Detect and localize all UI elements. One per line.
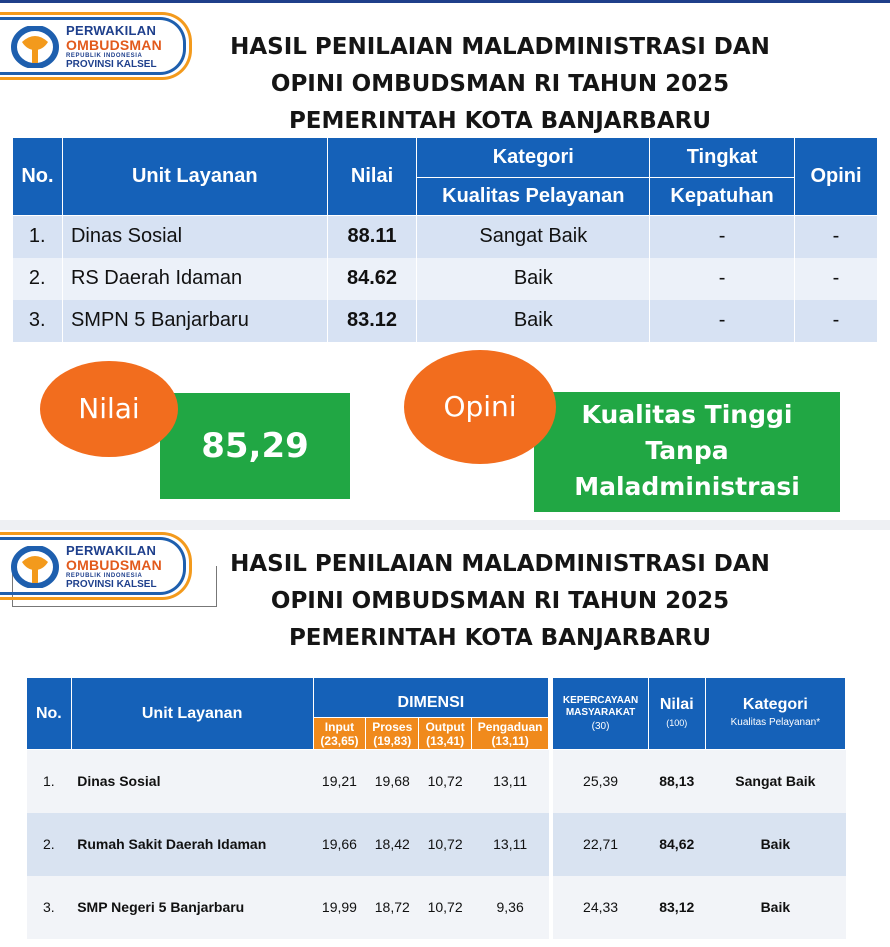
table-row	[27, 750, 846, 813]
cell-unit: Dinas Sosial	[62, 216, 327, 258]
cell-opini: -	[795, 258, 878, 300]
opini-line-2: Tanpa	[645, 436, 729, 465]
output-max: (13,41)	[426, 733, 465, 748]
cell-nilai: 83,12	[648, 876, 705, 939]
cell-no: 3.	[13, 300, 63, 342]
input-max: (23,65)	[320, 733, 359, 748]
cell-input: 19,66	[313, 813, 366, 876]
table-row	[13, 258, 878, 300]
cell-opini: -	[795, 216, 878, 258]
col-header-tingkat: Tingkat	[650, 138, 795, 178]
cell-unit: Rumah Sakit Daerah Idaman	[71, 813, 313, 876]
col-header-unit: Unit Layanan	[62, 138, 327, 216]
title-line-1: HASIL PENILAIAN MALADMINISTRASI DAN	[230, 551, 770, 577]
kategori-label-2: Kategori	[742, 695, 808, 713]
kepercayaan-line-1: KEPERCAYAAN	[562, 694, 639, 706]
output-label: Output	[425, 719, 465, 734]
cell-unit: SMPN 5 Banjarbaru	[62, 300, 327, 342]
opini-label: Opini	[443, 390, 517, 423]
cell-nilai: 84.62	[327, 258, 417, 300]
cell-no: 2.	[13, 258, 63, 300]
cell-nilai: 84,62	[648, 813, 705, 876]
col-header-kategori-sub: Kualitas Pelayanan	[417, 178, 650, 216]
col-header-nilai	[648, 678, 705, 750]
cell-pengaduan: 9,36	[472, 876, 549, 939]
ombudsman-logo-bottom	[0, 532, 192, 600]
cell-proses: 19,68	[366, 750, 419, 813]
proses-label: Proses	[372, 719, 413, 734]
opini-line-1: Kualitas Tinggi	[581, 400, 793, 429]
page-title-bottom	[200, 546, 800, 657]
cell-proses: 18,42	[366, 813, 419, 876]
page-title-top	[200, 29, 800, 140]
cell-input: 19,99	[313, 876, 366, 939]
cell-kepercayaan: 25,39	[553, 750, 649, 813]
cell-no: 1.	[13, 216, 63, 258]
col-header-unit: Unit Layanan	[71, 678, 313, 750]
cell-unit: RS Daerah Idaman	[62, 258, 327, 300]
cell-kategori: Baik	[417, 300, 650, 342]
cell-kategori: Baik	[705, 876, 845, 939]
logo-text-perwakilan: PERWAKILAN	[66, 23, 157, 38]
input-label: Input	[324, 719, 355, 734]
logo-text-ombudsman: OMBUDSMAN	[66, 37, 162, 53]
col-header-output	[419, 718, 472, 750]
cell-opini: -	[795, 300, 878, 342]
cell-output: 10,72	[419, 750, 472, 813]
ombudsman-emblem-icon	[10, 546, 60, 588]
logo-text-republik: REPUBLIK INDONESIA	[66, 573, 143, 579]
cell-kategori: Sangat Baik	[417, 216, 650, 258]
logo-text-provinsi: PROVINSI KALSEL	[66, 579, 157, 590]
proses-max: (19,83)	[373, 733, 412, 748]
cell-unit: Dinas Sosial	[71, 750, 313, 813]
kepercayaan-line-2: MASYARAKAT	[565, 706, 636, 718]
cell-pengaduan: 13,11	[472, 813, 549, 876]
cell-tingkat: -	[650, 300, 795, 342]
cell-kategori: Baik	[417, 258, 650, 300]
dimension-table	[26, 677, 846, 939]
opini-line-3: Maladministrasi	[574, 472, 800, 501]
cell-tingkat: -	[650, 216, 795, 258]
opini-label-oval	[404, 350, 556, 464]
cell-kategori: Baik	[705, 813, 845, 876]
cell-nilai: 88,13	[648, 750, 705, 813]
cell-kategori: Sangat Baik	[705, 750, 845, 813]
col-header-no: No.	[27, 678, 72, 750]
cell-unit: SMP Negeri 5 Banjarbaru	[71, 876, 313, 939]
col-header-dimensi: DIMENSI	[313, 678, 549, 718]
nilai-label: Nilai	[78, 392, 140, 425]
table-row	[13, 216, 878, 258]
top-border	[0, 0, 890, 3]
nilai-value-box	[160, 393, 350, 499]
title-line-2: OPINI OMBUDSMAN RI TAHUN 2025	[270, 71, 730, 97]
table-row	[27, 876, 846, 939]
col-header-no: No.	[13, 138, 63, 216]
logo-text-ombudsman: OMBUDSMAN	[66, 557, 162, 573]
cell-input: 19,21	[313, 750, 366, 813]
title-line-1: HASIL PENILAIAN MALADMINISTRASI DAN	[230, 34, 770, 60]
logo-text-perwakilan: PERWAKILAN	[66, 543, 157, 558]
cell-tingkat: -	[650, 258, 795, 300]
cell-kepercayaan: 24,33	[553, 876, 649, 939]
kategori-sub: Kualitas Pelayanan*	[730, 716, 821, 728]
col-header-kategori	[705, 678, 845, 750]
table-row	[13, 300, 878, 342]
cell-nilai: 88.11	[327, 216, 417, 258]
title-line-2: OPINI OMBUDSMAN RI TAHUN 2025	[270, 588, 730, 614]
opini-value-box	[534, 392, 840, 512]
kepercayaan-max: (30)	[591, 720, 610, 732]
col-header-tingkat-sub: Kepatuhan	[650, 178, 795, 216]
cell-pengaduan: 13,11	[472, 750, 549, 813]
title-line-3: PEMERINTAH KOTA BANJARBARU	[288, 625, 712, 651]
nilai-value: 85,29	[201, 426, 309, 466]
table-row	[27, 813, 846, 876]
pengaduan-max: (13,11)	[491, 733, 529, 748]
cell-nilai: 83.12	[327, 300, 417, 342]
section-divider	[0, 520, 890, 530]
cell-output: 10,72	[419, 876, 472, 939]
cell-no: 1.	[27, 750, 72, 813]
pengaduan-label: Pengaduan	[477, 719, 543, 734]
nilai-label-2: Nilai	[659, 695, 694, 713]
results-table	[12, 137, 878, 342]
nilai-label-oval	[40, 361, 178, 457]
cell-kepercayaan: 22,71	[553, 813, 649, 876]
col-header-opini: Opini	[795, 138, 878, 216]
cell-output: 10,72	[419, 813, 472, 876]
cell-proses: 18,72	[366, 876, 419, 939]
ombudsman-logo	[0, 12, 192, 80]
col-header-kepercayaan	[553, 678, 649, 750]
col-header-proses	[366, 718, 419, 750]
col-header-pengaduan	[472, 718, 549, 750]
col-header-kategori: Kategori	[417, 138, 650, 178]
cell-no: 3.	[27, 876, 72, 939]
title-line-3: PEMERINTAH KOTA BANJARBARU	[288, 108, 712, 134]
cell-no: 2.	[27, 813, 72, 876]
nilai-max: (100)	[666, 717, 688, 728]
logo-text-republik: REPUBLIK INDONESIA	[66, 53, 143, 59]
col-header-input	[313, 718, 366, 750]
col-header-nilai: Nilai	[327, 138, 417, 216]
logo-text-provinsi: PROVINSI KALSEL	[66, 59, 157, 70]
ombudsman-emblem-icon	[10, 26, 60, 68]
